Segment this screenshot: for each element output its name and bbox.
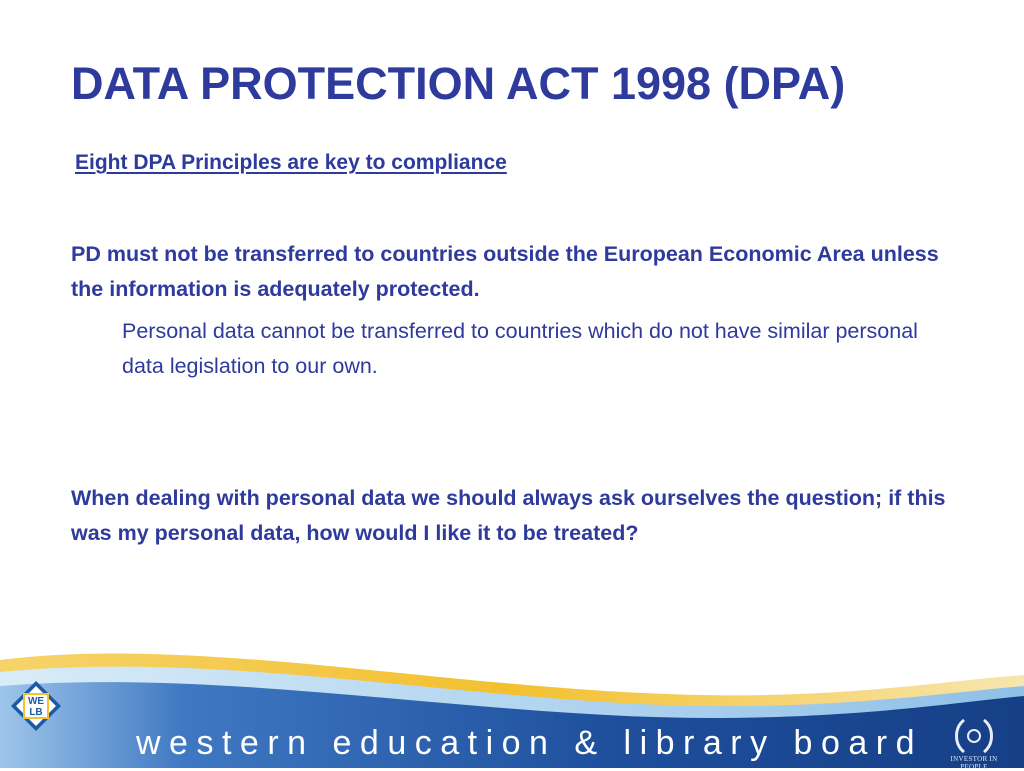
welb-logo: [10, 680, 62, 732]
investor-in-people-badge: INVESTOR IN PEOPLE: [950, 755, 998, 771]
svg-text:LB: LB: [29, 707, 43, 718]
slide-title: DATA PROTECTION ACT 1998 (DPA): [71, 58, 846, 109]
principle-statement: PD must not be transferred to countries outside the European Economic Area unless the information is adequately protected.: [71, 242, 939, 301]
svg-text:WE: WE: [27, 696, 45, 707]
slide-subtitle: Eight DPA Principles are key to compliance: [75, 151, 507, 174]
reflection-question: When dealing with personal data we should always ask ourselves the question; if this was my personal data, how would I like it to be treated?: [71, 486, 946, 545]
principle-explanation: Personal data cannot be transferred to countries which do not have similar personal data legislation to our own.: [122, 319, 918, 378]
organisation-name: western education & library board: [136, 724, 923, 762]
